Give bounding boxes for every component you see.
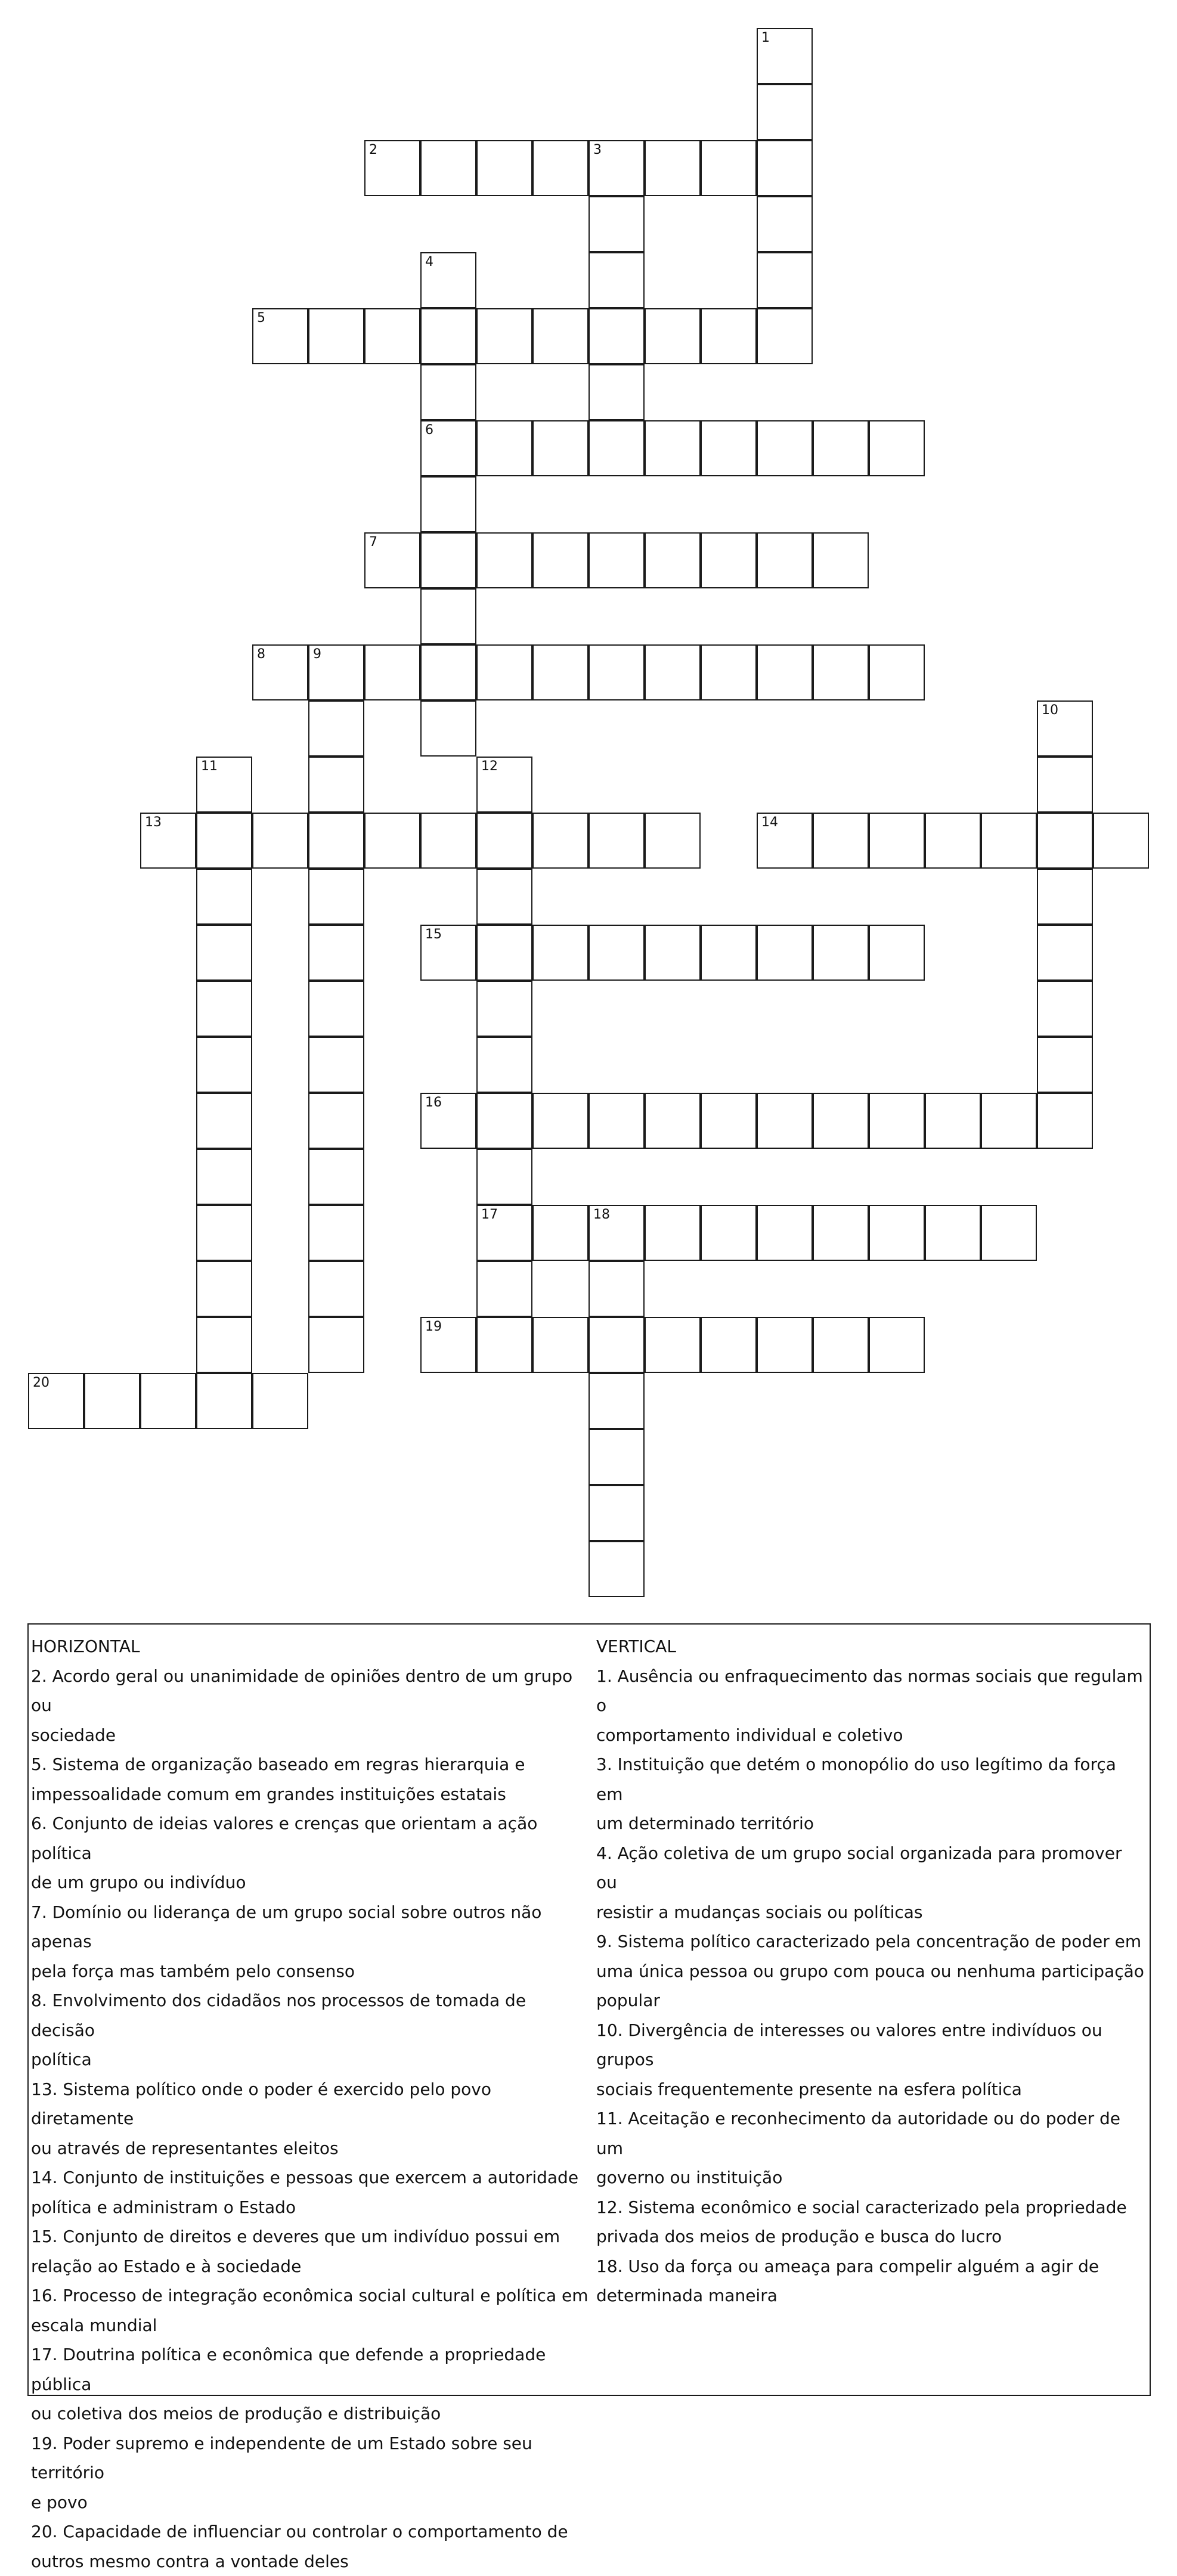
crossword-cell[interactable] [364,140,420,196]
crossword-cell[interactable] [701,1093,757,1149]
clue-number: 9 [313,648,321,661]
horizontal-clues [31,1632,588,2576]
crossword-cell[interactable] [476,981,532,1037]
crossword-cell[interactable] [813,1205,869,1261]
crossword-cell[interactable] [476,1037,532,1093]
crossword-cell[interactable] [84,1373,140,1429]
crossword-cell[interactable] [420,1317,476,1373]
crossword-cell[interactable] [757,644,813,700]
crossword-cell[interactable] [869,1093,925,1149]
crossword-cell[interactable] [476,1317,532,1373]
vertical-clue-line: 18. Uso da força ou ameaça para compelir alguém a agir de [596,2252,1145,2281]
clue-number: 2 [369,144,377,157]
crossword-cell[interactable] [588,1205,645,1261]
crossword-cell[interactable] [588,140,645,196]
crossword-cell[interactable] [645,1093,701,1149]
crossword-cell[interactable] [757,308,813,364]
crossword-cell[interactable] [588,308,645,364]
vertical-clue-line: uma única pessoa ou grupo com pouca ou nenhuma participação [596,1957,1145,1986]
vertical-clue-line: privada dos meios de produção e busca do lucro [596,2222,1145,2252]
crossword-cell[interactable] [308,757,364,813]
crossword-cell[interactable] [308,308,364,364]
crossword-cell[interactable] [1037,925,1093,981]
horizontal-clue-line: impessoalidade comum em grandes instituições estatais [31,1780,588,1809]
crossword-cell[interactable] [813,813,869,869]
clue-number: 8 [257,648,265,661]
crossword-cell[interactable] [757,252,813,308]
crossword-cell[interactable] [476,420,532,476]
horizontal-clue-line: 13. Sistema político onde o poder é exercido pelo povo diretamente [31,2075,588,2134]
horizontal-clue-line: política e administram o Estado [31,2193,588,2222]
crossword-cell[interactable] [645,420,701,476]
crossword-cell[interactable] [701,925,757,981]
crossword-cell[interactable] [701,1317,757,1373]
crossword-cell[interactable] [308,1317,364,1373]
crossword-cell[interactable] [308,1037,364,1093]
crossword-cell[interactable] [757,925,813,981]
horizontal-clue-line: e povo [31,2488,588,2518]
crossword-cell[interactable] [588,1373,645,1429]
crossword-cell[interactable] [701,308,757,364]
crossword-cell[interactable] [1037,981,1093,1037]
horizontal-clue-line: 8. Envolvimento dos cidadãos nos processos de tomada de decisão [31,1986,588,2045]
crossword-cell[interactable] [532,925,588,981]
crossword-cell[interactable] [532,532,588,588]
horizontal-clue-line: 2. Acordo geral ou unanimidade de opiniões dentro de um grupo ou [31,1661,588,1721]
vertical-clues [596,1632,1145,2311]
crossword-cell[interactable] [588,532,645,588]
crossword-cell[interactable] [196,1261,252,1317]
crossword-cell[interactable] [588,644,645,700]
clue-number: 18 [593,1208,610,1222]
crossword-cell[interactable] [645,140,701,196]
crossword-cell[interactable] [701,420,757,476]
crossword-cell[interactable] [588,364,645,420]
horizontal-clue-line: 16. Processo de integração econômica social cultural e política em [31,2281,588,2311]
crossword-cell[interactable] [757,28,813,84]
crossword-cell[interactable] [476,644,532,700]
clue-number: 4 [425,256,433,269]
crossword-cell[interactable] [981,1205,1037,1261]
crossword-cell[interactable] [476,532,532,588]
crossword-cell[interactable] [476,757,532,813]
crossword-cell[interactable] [420,1093,476,1149]
crossword-cell[interactable] [364,308,420,364]
crossword-cell[interactable] [1037,700,1093,757]
crossword-cell[interactable] [588,420,645,476]
crossword-cell[interactable] [476,1205,532,1261]
crossword-cell[interactable] [420,252,476,308]
crossword-cell[interactable] [869,813,925,869]
clue-number: 19 [425,1320,442,1334]
clue-number: 15 [425,928,442,941]
crossword-cell[interactable] [645,1205,701,1261]
clue-number: 11 [201,760,218,773]
crossword-cell[interactable] [252,813,308,869]
crossword-cell[interactable] [196,869,252,925]
crossword-cell[interactable] [28,1373,84,1429]
crossword-cell[interactable] [532,1317,588,1373]
horizontal-clue-line: 17. Doutrina política e econômica que defende a propriedade pública [31,2340,588,2399]
crossword-cell[interactable] [476,869,532,925]
crossword-cell[interactable] [308,925,364,981]
crossword-cell[interactable] [308,1093,364,1149]
vertical-clue-line: governo ou instituição [596,2163,1145,2193]
crossword-cell[interactable] [1037,1037,1093,1093]
crossword-cell[interactable] [364,532,420,588]
crossword-cell[interactable] [813,532,869,588]
crossword-cell[interactable] [420,644,476,700]
crossword-cell[interactable] [925,1093,981,1149]
crossword-cell[interactable] [252,644,308,700]
crossword-cell[interactable] [476,140,532,196]
crossword-cell[interactable] [364,813,420,869]
horizontal-clue-line: relação ao Estado e à sociedade [31,2252,588,2281]
crossword-cell[interactable] [645,532,701,588]
vertical-title: VERTICAL [596,1632,1145,1661]
crossword-cell[interactable] [813,420,869,476]
clue-number: 16 [425,1096,442,1109]
crossword-cell[interactable] [869,1205,925,1261]
crossword-cell[interactable] [588,1485,645,1541]
crossword-cell[interactable] [420,813,476,869]
crossword-cell[interactable] [757,140,813,196]
crossword-cell[interactable] [420,588,476,644]
crossword-cell[interactable] [869,1317,925,1373]
crossword-cell[interactable] [476,1261,532,1317]
clue-number: 13 [145,816,162,829]
crossword-cell[interactable] [757,1317,813,1373]
horizontal-title: HORIZONTAL [31,1632,588,1661]
crossword-cell[interactable] [981,1093,1037,1149]
vertical-clue-line: 1. Ausência ou enfraquecimento das normas sociais que regulam o [596,1661,1145,1721]
crossword-cell[interactable] [532,813,588,869]
crossword-cell[interactable] [757,813,813,869]
vertical-clue-line: 10. Divergência de interesses ou valores entre indivíduos ou grupos [596,2016,1145,2075]
horizontal-clue-line: 14. Conjunto de instituições e pessoas que exercem a autoridade [31,2163,588,2193]
horizontal-clue-line: 6. Conjunto de ideias valores e crenças que orientam a ação política [31,1809,588,1868]
crossword-cell[interactable] [1037,1093,1093,1149]
horizontal-clue-line: 20. Capacidade de influenciar ou controlar o comportamento de [31,2517,588,2547]
clue-number: 5 [257,312,265,325]
vertical-clue-line: determinada maneira [596,2281,1145,2311]
crossword-cell[interactable] [757,420,813,476]
crossword-cell[interactable] [420,420,476,476]
crossword-cell[interactable] [420,140,476,196]
crossword-cell[interactable] [532,140,588,196]
crossword-cell[interactable] [532,1205,588,1261]
clue-number: 7 [369,536,377,549]
clue-number: 20 [33,1377,49,1390]
crossword-cell[interactable] [196,1093,252,1149]
clue-number: 3 [593,144,602,157]
crossword-cell[interactable] [196,1205,252,1261]
vertical-clue-line: um determinado território [596,1809,1145,1839]
crossword-cell[interactable] [701,532,757,588]
horizontal-clue-line: outros mesmo contra a vontade deles [31,2547,588,2576]
crossword-cell[interactable] [308,644,364,700]
crossword-cell[interactable] [645,1317,701,1373]
crossword-cell[interactable] [869,925,925,981]
crossword-cell[interactable] [140,813,196,869]
horizontal-clue-line: 15. Conjunto de direitos e deveres que um indivíduo possui em [31,2222,588,2252]
horizontal-clue-line: pela força mas também pelo consenso [31,1957,588,1986]
vertical-clue-line: 3. Instituição que detém o monopólio do uso legítimo da força em [596,1750,1145,1809]
crossword-cell[interactable] [588,252,645,308]
clue-number: 10 [1042,704,1058,717]
crossword-cell[interactable] [420,476,476,532]
crossword-cell[interactable] [196,981,252,1037]
crossword-cell[interactable] [476,925,532,981]
crossword-cell[interactable] [308,813,364,869]
crossword-cell[interactable] [476,1149,532,1205]
crossword-cell[interactable] [532,644,588,700]
crossword-cell[interactable] [532,420,588,476]
horizontal-clue-line: 5. Sistema de organização baseado em regras hierarquia e [31,1750,588,1780]
crossword-cell[interactable] [645,644,701,700]
crossword-cell[interactable] [308,981,364,1037]
crossword-cell[interactable] [813,925,869,981]
clue-number: 12 [481,760,498,773]
crossword-cell[interactable] [308,869,364,925]
crossword-cell[interactable] [420,308,476,364]
crossword-cell[interactable] [420,532,476,588]
horizontal-clue-line: ou coletiva dos meios de produção e distribuição [31,2399,588,2429]
crossword-cell[interactable] [588,1541,645,1597]
crossword-cell[interactable] [196,1037,252,1093]
crossword-cell[interactable] [869,420,925,476]
crossword-cell[interactable] [308,1149,364,1205]
crossword-cell[interactable] [588,1093,645,1149]
crossword-cell[interactable] [196,1373,252,1429]
crossword-cell[interactable] [476,813,532,869]
horizontal-clue-line: 19. Poder supremo e independente de um Estado sobre seu território [31,2429,588,2488]
clue-number: 1 [761,32,770,45]
vertical-clue-line: resistir a mudanças sociais ou políticas [596,1898,1145,1927]
crossword-cell[interactable] [140,1373,196,1429]
crossword-cell[interactable] [869,644,925,700]
crossword-cell[interactable] [588,813,645,869]
clue-number: 14 [761,816,778,829]
crossword-cell[interactable] [532,308,588,364]
crossword-cell[interactable] [925,1205,981,1261]
crossword-cell[interactable] [1037,757,1093,813]
crossword-cell[interactable] [196,1317,252,1373]
vertical-clue-line: 9. Sistema político caracterizado pela concentração de poder em [596,1927,1145,1957]
crossword-cell[interactable] [1037,813,1093,869]
crossword-cell[interactable] [1037,869,1093,925]
crossword-cell[interactable] [308,1205,364,1261]
crossword-cell[interactable] [813,644,869,700]
horizontal-clue-line: ou através de representantes eleitos [31,2134,588,2163]
horizontal-clue-line: sociedade [31,1721,588,1750]
crossword-cell[interactable] [588,1261,645,1317]
crossword-cell[interactable] [757,84,813,140]
crossword-cell[interactable] [420,700,476,757]
crossword-cell[interactable] [981,813,1037,869]
crossword-cell[interactable] [532,1093,588,1149]
crossword-cell[interactable] [252,308,308,364]
horizontal-clue-line: política [31,2045,588,2075]
vertical-clue-line: 11. Aceitação e reconhecimento da autoridade ou do poder de um [596,2104,1145,2163]
crossword-cell[interactable] [196,757,252,813]
crossword-cell[interactable] [476,1093,532,1149]
vertical-clue-line: popular [596,1986,1145,2016]
crossword-cell[interactable] [757,1205,813,1261]
crossword-cell[interactable] [308,700,364,757]
horizontal-clue-line: 7. Domínio ou liderança de um grupo social sobre outros não apenas [31,1898,588,1957]
crossword-cell[interactable] [252,1373,308,1429]
crossword-cell[interactable] [757,1093,813,1149]
vertical-clue-line: 4. Ação coletiva de um grupo social organizada para promover ou [596,1839,1145,1898]
crossword-cell[interactable] [588,1317,645,1373]
vertical-clue-line: comportamento individual e coletivo [596,1721,1145,1750]
crossword-cell[interactable] [813,1093,869,1149]
crossword-cell[interactable] [420,364,476,420]
clues-box [27,1623,1151,2396]
crossword-cell[interactable] [196,925,252,981]
crossword-cell[interactable] [588,196,645,252]
crossword-cell[interactable] [1093,813,1149,869]
clue-number: 17 [481,1208,498,1222]
crossword-cell[interactable] [757,196,813,252]
crossword-cell[interactable] [196,1149,252,1205]
crossword-cell[interactable] [196,813,252,869]
horizontal-clue-line: escala mundial [31,2311,588,2341]
crossword-cell[interactable] [420,925,476,981]
crossword-cell[interactable] [476,308,532,364]
crossword-cell[interactable] [925,813,981,869]
crossword-cell[interactable] [757,532,813,588]
crossword-cell[interactable] [701,140,757,196]
clue-number: 6 [425,424,433,437]
crossword-cell[interactable] [813,1317,869,1373]
vertical-clue-line: 12. Sistema econômico e social caracterizado pela propriedade [596,2193,1145,2222]
crossword-cell[interactable] [645,813,701,869]
crossword-cell[interactable] [701,644,757,700]
horizontal-clue-line: de um grupo ou indivíduo [31,1868,588,1898]
crossword-cell[interactable] [645,925,701,981]
crossword-cell[interactable] [588,1429,645,1485]
crossword-cell[interactable] [588,925,645,981]
crossword-cell[interactable] [701,1205,757,1261]
crossword-cell[interactable] [645,308,701,364]
crossword-cell[interactable] [308,1261,364,1317]
vertical-clue-line: sociais frequentemente presente na esfera política [596,2075,1145,2104]
crossword-cell[interactable] [364,644,420,700]
